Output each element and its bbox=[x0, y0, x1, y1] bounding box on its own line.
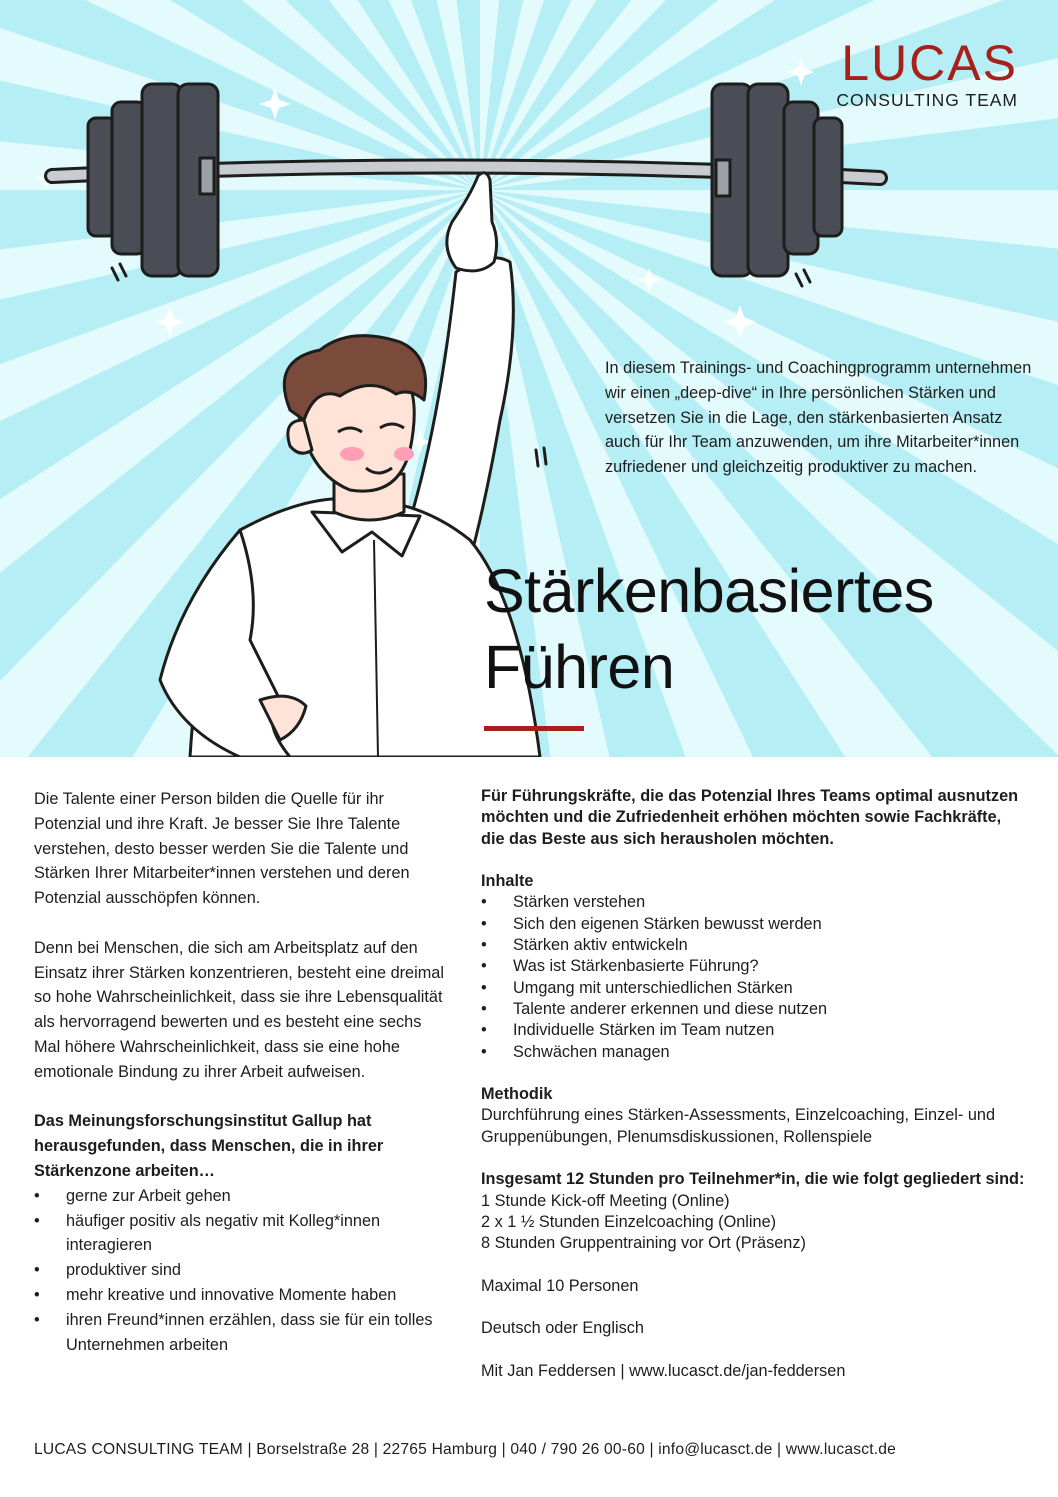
list-item: • Stärken verstehen bbox=[481, 892, 1026, 913]
trainer-text: Mit Jan Feddersen | www.lucasct.de/jan-feddersen bbox=[481, 1362, 846, 1381]
logo-subtitle: CONSULTING TEAM bbox=[836, 90, 1018, 110]
language-text: Deutsch oder Englisch bbox=[481, 1319, 644, 1338]
logo-wordmark: LUCAS bbox=[841, 35, 1018, 91]
list-item: • Schwächen managen bbox=[481, 1042, 1026, 1063]
list-item: • Umgang mit unterschiedlichen Stärken bbox=[481, 978, 1026, 999]
inhalte-list bbox=[481, 892, 1026, 1062]
list-item: • Stärken aktiv entwickeln bbox=[481, 935, 1026, 956]
inhalte-heading: Inhalte bbox=[481, 872, 534, 891]
list-item: • gerne zur Arbeit gehen bbox=[34, 1184, 452, 1209]
gallup-list bbox=[34, 1184, 452, 1358]
title-line-2: Führen bbox=[484, 633, 675, 701]
intro-text: In diesem Trainings- und Coachingprogramm unternehmen wir einen „deep-dive“ in Ihre persönlichen Stärken und versetzen Sie in die Lage, den stärkenbasierten Ansatz auch für Ihr Team anzuwenden, um ihre Mitarbeiter*innen zufriedener und gleichzeitig produktiver zu machen. bbox=[605, 359, 1032, 477]
hours-item: 8 Stunden Gruppentraining vor Ort (Präsenz) bbox=[481, 1234, 806, 1253]
hours-item: 2 x 1 ½ Stunden Einzelcoaching (Online) bbox=[481, 1212, 777, 1231]
list-item: • ihren Freund*innen erzählen, dass sie für ein tolles Unternehmen arbeiten bbox=[34, 1308, 452, 1358]
study-paragraph: Denn bei Menschen, die sich am Arbeitsplatz auf den Einsatz ihrer Stärken konzentrieren, besteht eine dreimal so hohe Wahrscheinlichkeit, dass sie ihre Lebensqualität als hervorragend bewerten und es besteht eine sechs Mal höhere Wahrscheinlichkeit, dass sie eine hohe emotionale Bindung zu ihrer Arbeit aufweisen. bbox=[34, 938, 444, 1081]
hours-heading: Insgesamt 12 Stunden pro Teilnehmer*in, die wie folgt gegliedert sind: bbox=[481, 1170, 1025, 1189]
list-item: • Talente anderer erkennen und diese nutzen bbox=[481, 999, 1026, 1020]
list-item: • Individuelle Stärken im Team nutzen bbox=[481, 1020, 1026, 1041]
company-logo bbox=[836, 35, 1018, 111]
talents-paragraph: Die Talente einer Person bilden die Quelle für ihr Potenzial und ihre Kraft. Je besser Sie Ihre Talente verstehen, desto besser werden Sie die Talente und Stärken Ihrer Mitarbeiter*innen verstehen und deren Potenzial ausschöpfen können. bbox=[34, 790, 410, 908]
list-item: • Was ist Stärkenbasierte Führung? bbox=[481, 956, 1026, 977]
list-item: • mehr kreative und innovative Momente haben bbox=[34, 1283, 452, 1308]
title-line-1: Stärkenbasiertes bbox=[484, 557, 934, 625]
title-underline bbox=[484, 726, 584, 731]
list-item: • häufiger positiv als negativ mit Kolleg*innen interagieren bbox=[34, 1209, 452, 1259]
methodik-text: Durchführung eines Stärken-Assessments, Einzelcoaching, Einzel- und Gruppenübungen, Plenumsdiskussionen, Rollenspiele bbox=[481, 1106, 996, 1146]
gallup-heading: Das Meinungsforschungsinstitut Gallup hat herausgefunden, dass Menschen, die in ihrer Stärkenzone arbeiten… bbox=[34, 1112, 384, 1180]
max-persons-text: Maximal 10 Personen bbox=[481, 1276, 639, 1295]
list-item: • Sich den eigenen Stärken bewusst werden bbox=[481, 914, 1026, 935]
hours-item: 1 Stunde Kick-off Meeting (Online) bbox=[481, 1191, 730, 1210]
footer-contact: LUCAS CONSULTING TEAM | Borselstraße 28 | 22765 Hamburg | 040 / 790 26 00-60 | info@lucasct.de | www.lucasct.de bbox=[34, 1441, 897, 1458]
audience-text: Für Führungskräfte, die das Potenzial Ihres Teams optimal ausnutzen möchten und die Zufriedenheit erhöhen möchten sowie Fachkräfte, die das Beste aus sich herausholen möchten. bbox=[481, 787, 1019, 848]
methodik-heading: Methodik bbox=[481, 1085, 553, 1104]
list-item: • produktiver sind bbox=[34, 1258, 452, 1283]
page-title bbox=[484, 553, 934, 705]
left-column bbox=[34, 787, 452, 1357]
right-column bbox=[481, 786, 1026, 1382]
